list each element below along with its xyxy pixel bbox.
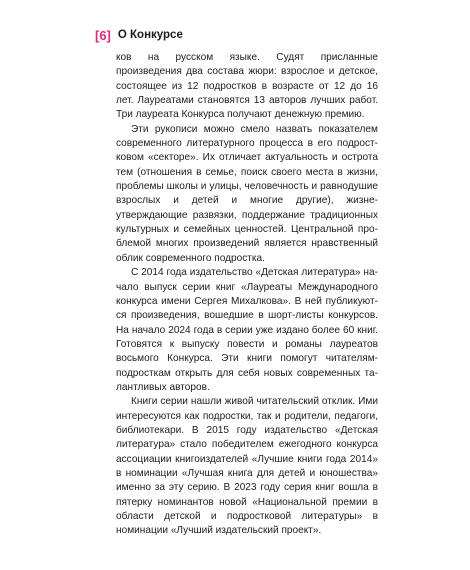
paragraph: Эти рукописи можно смело назвать показателем современного литературного процесса в его подростковом «секторе». Их отличает актуальность и острота тем (отношения в семье, поиск своего места в жизни, проблемы школы и улицы, человечность и равнодушие взрослых и детей и многие другие), жизнеутверждающие развязки, поддержание традиционных культурных и семейных ценностей. Центральной проблемой многих произведений является нравственный облик современного подростка. <box>116 123 378 264</box>
paragraph: Книги серии нашли живой читательский отклик. Ими интересуются как подростки, так и родители, педагоги, библиотекари. В 2015 году издательство «Детская литература» стало победителем ежегодного конкурса ассоциации книгоиздателей «Лучшие книги года 2014» в номинации «Лучшая книга для детей и юношества» именно за эту серию. В 2023 году серия книг вошла в пятерку номинантов новой «Национальной премии в области детской и подростковой литературы» в номинации «Лучший издательский проект». <box>116 396 378 537</box>
paragraph: С 2014 года издательство «Детская литература» начало выпуск серии книг «Лауреаты Международного конкурса имени Сергея Михалкова». В ней публикуются произведения, вошедшие в шорт-листы конкурсов. На начало 2024 года в серии уже издано более 60 книг. Готовятся к выпуску повести и романы лауреатов восьмого Конкурса. Эти книги помогут читателям-подросткам открыть для себя новых современных талантливых авторов. <box>116 267 378 393</box>
page-number: [6] <box>95 27 111 43</box>
body-text <box>116 51 378 539</box>
paragraph: ков на русском языке. Судят присланные произведения два состава жюри: взрослое и детское, состоящее из 12 подростков в возрасте от 12 до 16 лет. Лауреатами становятся 13 авторов лучших работ. Три лауреата Конкурса получают денежную премию. <box>116 52 378 121</box>
page-header <box>95 25 183 45</box>
section-title: О Конкурсе <box>117 29 183 41</box>
